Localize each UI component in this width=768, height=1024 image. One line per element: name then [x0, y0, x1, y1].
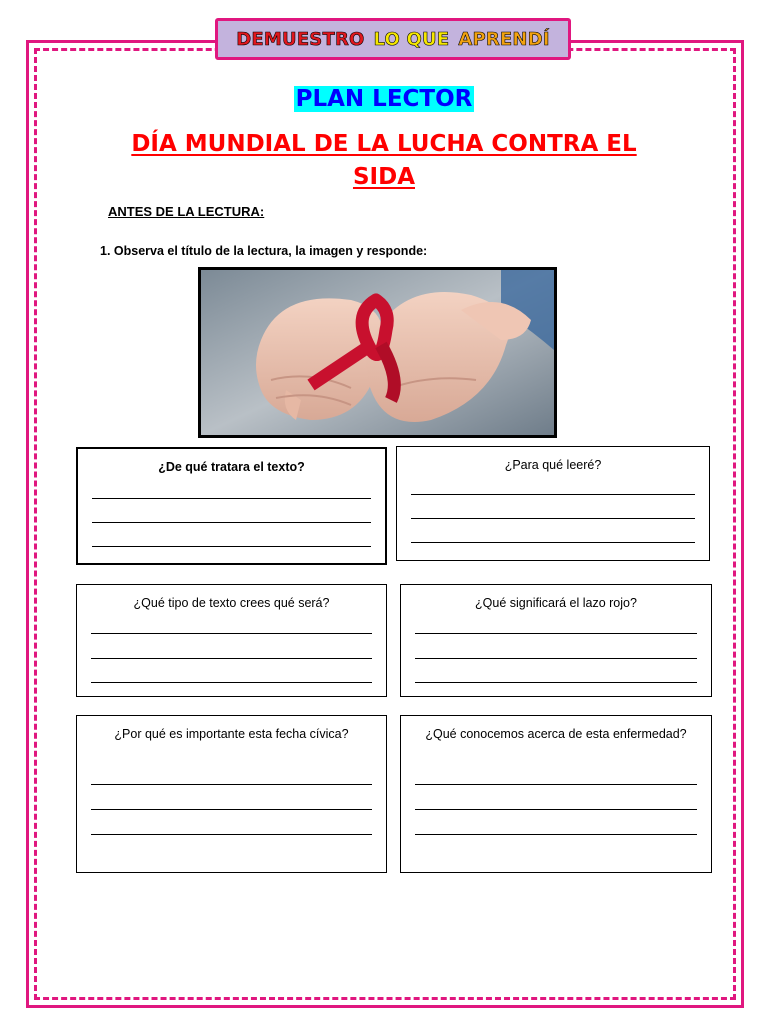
question-text: ¿Qué tipo de texto crees qué será? [133, 596, 330, 610]
plan-lector-label: PLAN LECTOR [295, 86, 473, 112]
answer-line[interactable] [92, 546, 371, 547]
answer-line[interactable] [92, 522, 371, 523]
ribbon-photo [198, 267, 557, 438]
page-title: DÍA MUNDIAL DE LA LUCHA CONTRA EL SIDA [131, 131, 637, 190]
answer-line[interactable] [91, 834, 372, 835]
banner-word-demuestro: DEMUESTRO [236, 28, 365, 50]
question-box-tipo-texto[interactable] [76, 584, 387, 697]
answer-line[interactable] [411, 494, 695, 495]
question-box-tema[interactable] [76, 447, 387, 565]
answer-line[interactable] [92, 498, 371, 499]
plan-lector-label-wrap [0, 86, 768, 112]
instruction-question-1: 1. Observa el título de la lectura, la imagen y responde: [100, 244, 428, 258]
answer-line[interactable] [91, 682, 372, 683]
section-heading: ANTES DE LA LECTURA: [108, 204, 265, 219]
question-box-lazo-rojo[interactable] [400, 584, 712, 697]
answer-line[interactable] [415, 682, 697, 683]
answer-line[interactable] [415, 809, 697, 810]
answer-line[interactable] [415, 658, 697, 659]
answer-line[interactable] [411, 542, 695, 543]
red-ribbon-in-hands-icon [201, 270, 554, 435]
banner-word-lo-que: LO QUE [373, 28, 450, 50]
question-text: ¿Por qué es importante esta fecha cívica? [114, 727, 349, 741]
question-text: ¿Qué conocemos acerca de esta enfermedad? [425, 727, 687, 741]
banner-word-aprendi: APRENDÍ [458, 28, 550, 50]
question-box-enfermedad[interactable] [400, 715, 712, 873]
answer-line[interactable] [91, 784, 372, 785]
question-box-importancia[interactable] [76, 715, 387, 873]
answer-line[interactable] [415, 633, 697, 634]
answer-line[interactable] [415, 784, 697, 785]
answer-line[interactable] [91, 809, 372, 810]
answer-line[interactable] [411, 518, 695, 519]
question-text: ¿De qué tratara el texto? [158, 460, 305, 474]
question-text: ¿Qué significará el lazo rojo? [475, 596, 637, 610]
answer-line[interactable] [415, 834, 697, 835]
question-text: ¿Para qué leeré? [504, 458, 602, 472]
answer-line[interactable] [91, 633, 372, 634]
question-box-proposito[interactable] [396, 446, 710, 561]
header-banner [215, 18, 571, 60]
answer-line[interactable] [91, 658, 372, 659]
